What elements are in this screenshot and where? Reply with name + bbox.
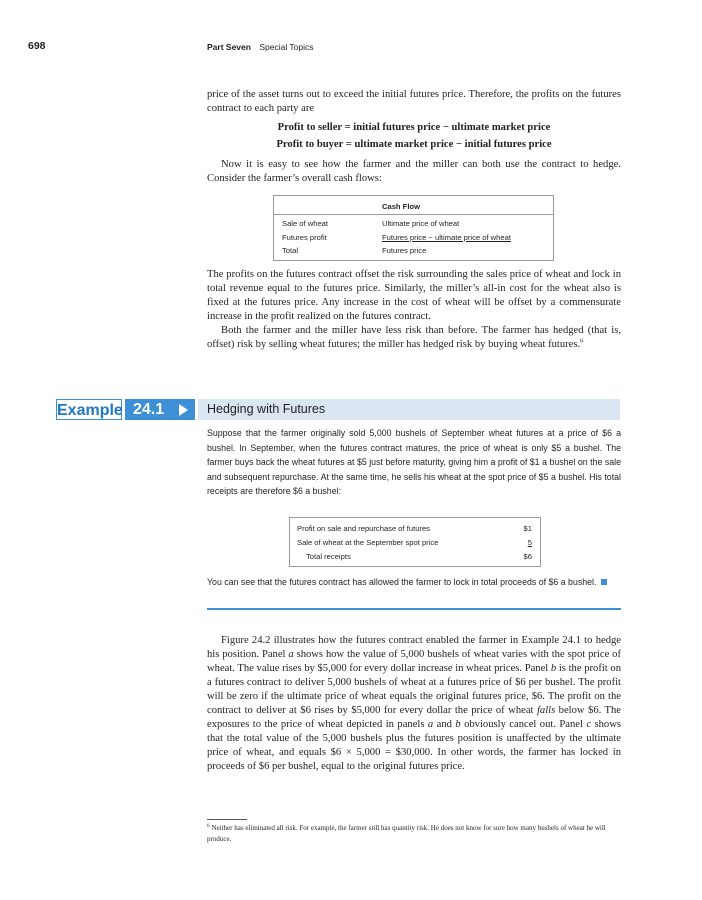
cash-flow-row-value: Futures price xyxy=(382,246,427,255)
example-title: Hedging with Futures xyxy=(207,402,326,416)
footnote-rule xyxy=(207,819,247,820)
cash-flow-row-label: Sale of wheat xyxy=(282,219,329,228)
italic-run: b xyxy=(455,719,461,730)
receipts-row-label: Total receipts xyxy=(306,552,351,561)
intro-block xyxy=(207,88,621,116)
text-run: obviously cancel out. Panel xyxy=(460,719,587,730)
example-conclusion xyxy=(207,575,621,590)
text-run: shows how the value of 5,000 bushels of wheat varies with the spot price of wheat. The value rises by $5,000 for every dollar increase in wheat prices. Panel xyxy=(207,649,621,674)
running-head xyxy=(207,42,314,52)
example-conclusion-text: You can see that the futures contract has allowed the farmer to lock in total proceeds of $6 a bushel. xyxy=(207,577,597,587)
receipts-row-amount: 5 xyxy=(527,538,532,547)
text-run: and xyxy=(433,719,456,730)
running-head-part: Part Seven xyxy=(207,42,251,52)
text-run: is the profit on a futures contract to deliver 5,000 bushels of wheat at a futures price of $6 per bushel. The profit will be zero if the ultimate price of wheat equals the original futures price, $6. The profit on the contract to deliver at $6 rises by $5,000 for every dollar the price of wheat xyxy=(207,663,621,716)
cash-flow-row-label: Futures profit xyxy=(282,233,327,242)
receipts-row-amount: $1 xyxy=(523,524,532,533)
formula-buyer: Profit to buyer = ultimate market price − initial futures price xyxy=(276,139,552,150)
intro-paragraph: price of the asset turns out to exceed the initial futures price. Therefore, the profits on the futures contract to each party are xyxy=(207,89,621,114)
italic-run: falls xyxy=(536,705,556,716)
example-label: Example xyxy=(56,399,122,420)
page-number: 698 xyxy=(28,40,46,52)
example-number: 24.1 xyxy=(125,399,195,420)
example-arrow-icon xyxy=(179,404,188,416)
cash-flow-row-label: Total xyxy=(282,246,299,255)
footnote-text: Neither has eliminated all risk. For example, the farmer still has quantity risk. He does not know for sure how many bushels of wheat he will produce. xyxy=(207,824,606,843)
running-head-section: Special Topics xyxy=(259,42,314,52)
italic-run: a xyxy=(427,719,434,730)
both-paragraph-text: Both the farmer and the miller have less risk than before. The farmer has hedged (that is, offset) risk by selling wheat futures; the miller has hedged risk by buying wheat futures. xyxy=(207,325,621,350)
offset-block xyxy=(207,268,621,352)
hedge-paragraph: Now it is easy to see how the farmer and the miller can both use the contract to hedge. Consider the farmer’s overall cash flows: xyxy=(207,159,621,184)
text-run: Figure 24.2 illustrates how the futures contract enabled the farmer in Example 24.1 to hedge his position. Panel xyxy=(207,635,621,660)
receipts-row-label: Profit on sale and repurchase of futures xyxy=(297,524,430,533)
cash-flow-divider xyxy=(274,214,553,215)
figure-paragraph xyxy=(207,634,621,774)
hedge-block xyxy=(207,158,621,186)
cash-flow-row-value: Futures price − ultimate price of wheat xyxy=(382,233,511,242)
cash-flow-header: Cash Flow xyxy=(382,202,420,211)
receipts-table xyxy=(289,517,541,567)
example-body-block xyxy=(207,426,621,499)
italic-run: c xyxy=(586,719,592,730)
example-bottom-rule xyxy=(207,608,621,610)
formula-seller: Profit to seller = initial futures price − ultimate market price xyxy=(277,122,551,133)
italic-run: a xyxy=(288,649,294,660)
both-paragraph xyxy=(207,324,621,352)
offset-paragraph: The profits on the futures contract offset the risk surrounding the sales price of wheat and lock in total revenue equal to the futures price. Similarly, the miller’s all-in cost for the wheat also is fixed at the futures price. Any increase in the cost of wheat will be offset by a commensurate increase in the profit realized on the futures contract. xyxy=(207,269,621,322)
text-run: shows that the total value of the 5,000 bushels plus the futures position is unaffected by the ultimate price of wheat, and equals $6 × 5,000 = $30,000. In other words, the farmer has locked in proceeds of $6 per bushel, equal to the original futures price. xyxy=(207,719,621,772)
example-conclusion-block xyxy=(207,575,621,590)
example-body: Suppose that the farmer originally sold 5,000 bushels of September wheat futures at a price of $6 a bushel. In September, when the futures contract matures, the price of wheat is only $5 a bushel. The farmer buys back the wheat futures at $5 just before maturity, giving him a profit of $1 a bushel on the sale and subsequent repurchase. At the same time, he sells his wheat at the spot price of $5 a bushel. His total receipts are therefore $6 a bushel: xyxy=(207,428,621,497)
end-of-example-icon xyxy=(601,579,607,585)
cash-flow-table xyxy=(273,195,554,261)
receipts-row-amount: $6 xyxy=(523,552,532,561)
footnote-reference[interactable]: 6 xyxy=(580,337,584,345)
text-run: below $6. The exposures to the price of wheat depicted in panels xyxy=(207,705,622,730)
footnote-marker: 6 xyxy=(207,823,210,829)
footnote xyxy=(207,823,621,845)
receipts-row-label: Sale of wheat at the September spot price xyxy=(297,538,439,547)
italic-run: b xyxy=(550,663,557,674)
figure-block xyxy=(207,634,621,774)
cash-flow-row-value: Ultimate price of wheat xyxy=(382,219,460,228)
